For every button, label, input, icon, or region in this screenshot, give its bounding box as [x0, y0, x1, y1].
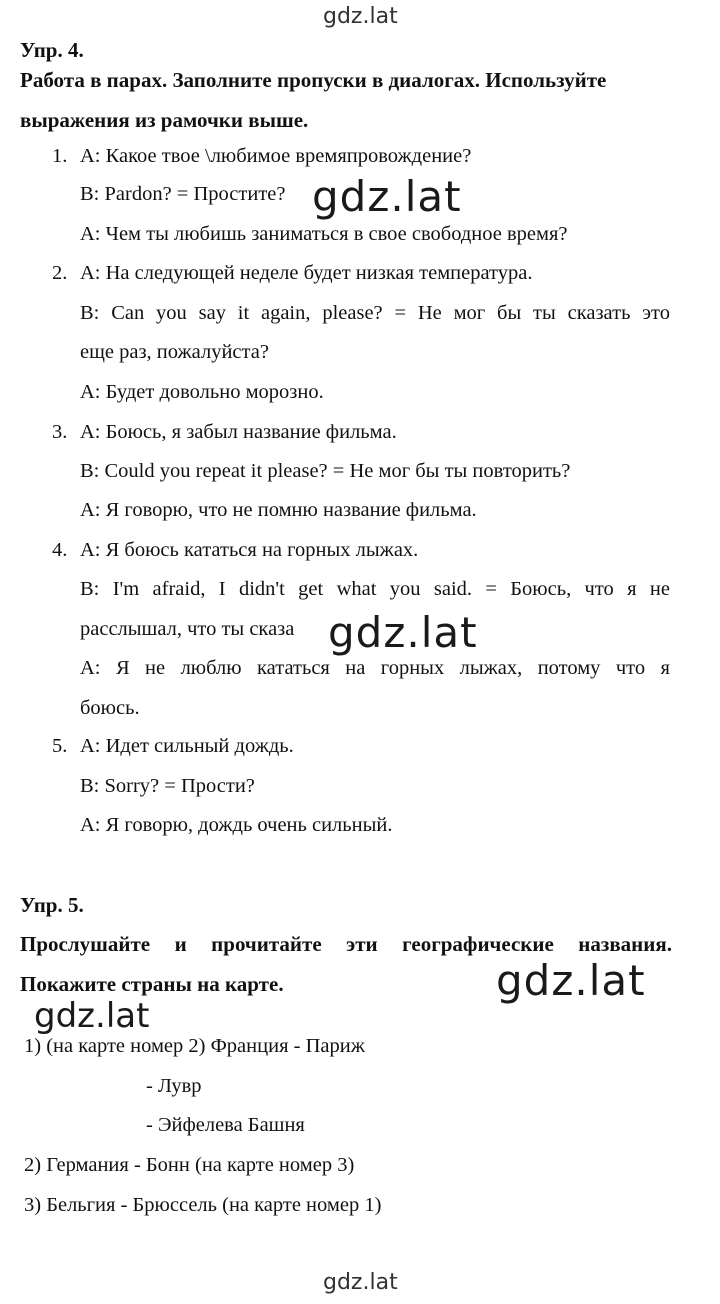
exercise-5-task-line-1: Прослушайте и прочитайте эти географические названия. — [20, 932, 672, 956]
exercise-4-title: Упр. 4. — [20, 38, 84, 62]
item-3-line-2: B: Could you repeat it please? = Не мог бы ты повторить? — [80, 460, 571, 482]
watermark-4: gdz.lat — [34, 996, 153, 1036]
item-5-number: 5. — [52, 735, 68, 757]
item-5-line-2: B: Sorry? = Прости? — [80, 775, 255, 797]
item-2-number: 2. — [52, 262, 68, 284]
item-1-line-1: A: Какое твое \любимое времяпровождение? — [80, 145, 472, 167]
item-1-number: 1. — [52, 145, 68, 167]
item-1-line-2: B: Pardon? = Простите? — [80, 183, 286, 205]
watermark-1: gdz.lat — [312, 172, 462, 221]
item-3-line-3: A: Я говорю, что не помню название фильма. — [80, 499, 477, 521]
watermark-3: gdz.lat — [496, 956, 646, 1005]
exercise-5-task-line-2: Покажите страны на карте. — [20, 972, 284, 996]
item-5-line-1: A: Идет сильный дождь. — [80, 735, 294, 757]
item-3-line-1: A: Боюсь, я забыл название фильма. — [80, 421, 397, 443]
country-item-1-louvre: - Лувр — [146, 1075, 202, 1097]
item-4-line-3: расслышал, что ты сказа — [80, 618, 295, 640]
item-1-line-3: A: Чем ты любишь заниматься в свое свободное время? — [80, 223, 568, 245]
item-2-line-1: A: На следующей неделе будет низкая температура. — [80, 262, 533, 284]
item-5-line-3: A: Я говорю, дождь очень сильный. — [80, 814, 393, 836]
country-item-1-eiffel: - Эйфелева Башня — [146, 1114, 305, 1136]
watermark-top: gdz.lat — [323, 4, 398, 29]
country-item-1: 1) (на карте номер 2) Франция - Париж — [24, 1035, 365, 1057]
item-3-number: 3. — [52, 421, 68, 443]
watermark-bottom: gdz.lat — [323, 1270, 398, 1295]
exercise-4-task-line-1: Работа в парах. Заполните пропуски в диалогах. Используйте — [20, 68, 607, 92]
item-4-line-4: A: Я не люблю кататься на горных лыжах, потому что я — [80, 657, 670, 679]
item-2-line-4: A: Будет довольно морозно. — [80, 381, 324, 403]
watermark-2: gdz.lat — [328, 608, 478, 657]
country-item-2: 2) Германия - Бонн (на карте номер 3) — [24, 1154, 355, 1176]
item-4-line-1: A: Я боюсь кататься на горных лыжах. — [80, 539, 419, 561]
country-item-3: 3) Бельгия - Брюссель (на карте номер 1) — [24, 1194, 382, 1216]
item-4-number: 4. — [52, 539, 68, 561]
item-4-line-2: B: I'm afraid, I didn't get what you said. = Боюсь, что я не — [80, 578, 670, 600]
item-2-line-3: еще раз, пожалуйста? — [80, 341, 269, 363]
item-4-line-5: боюсь. — [80, 697, 140, 719]
exercise-4-task-line-2: выражения из рамочки выше. — [20, 108, 309, 132]
item-2-line-2: B: Can you say it again, please? = Не мог бы ты сказать это — [80, 302, 670, 324]
exercise-5-title: Упр. 5. — [20, 893, 84, 917]
